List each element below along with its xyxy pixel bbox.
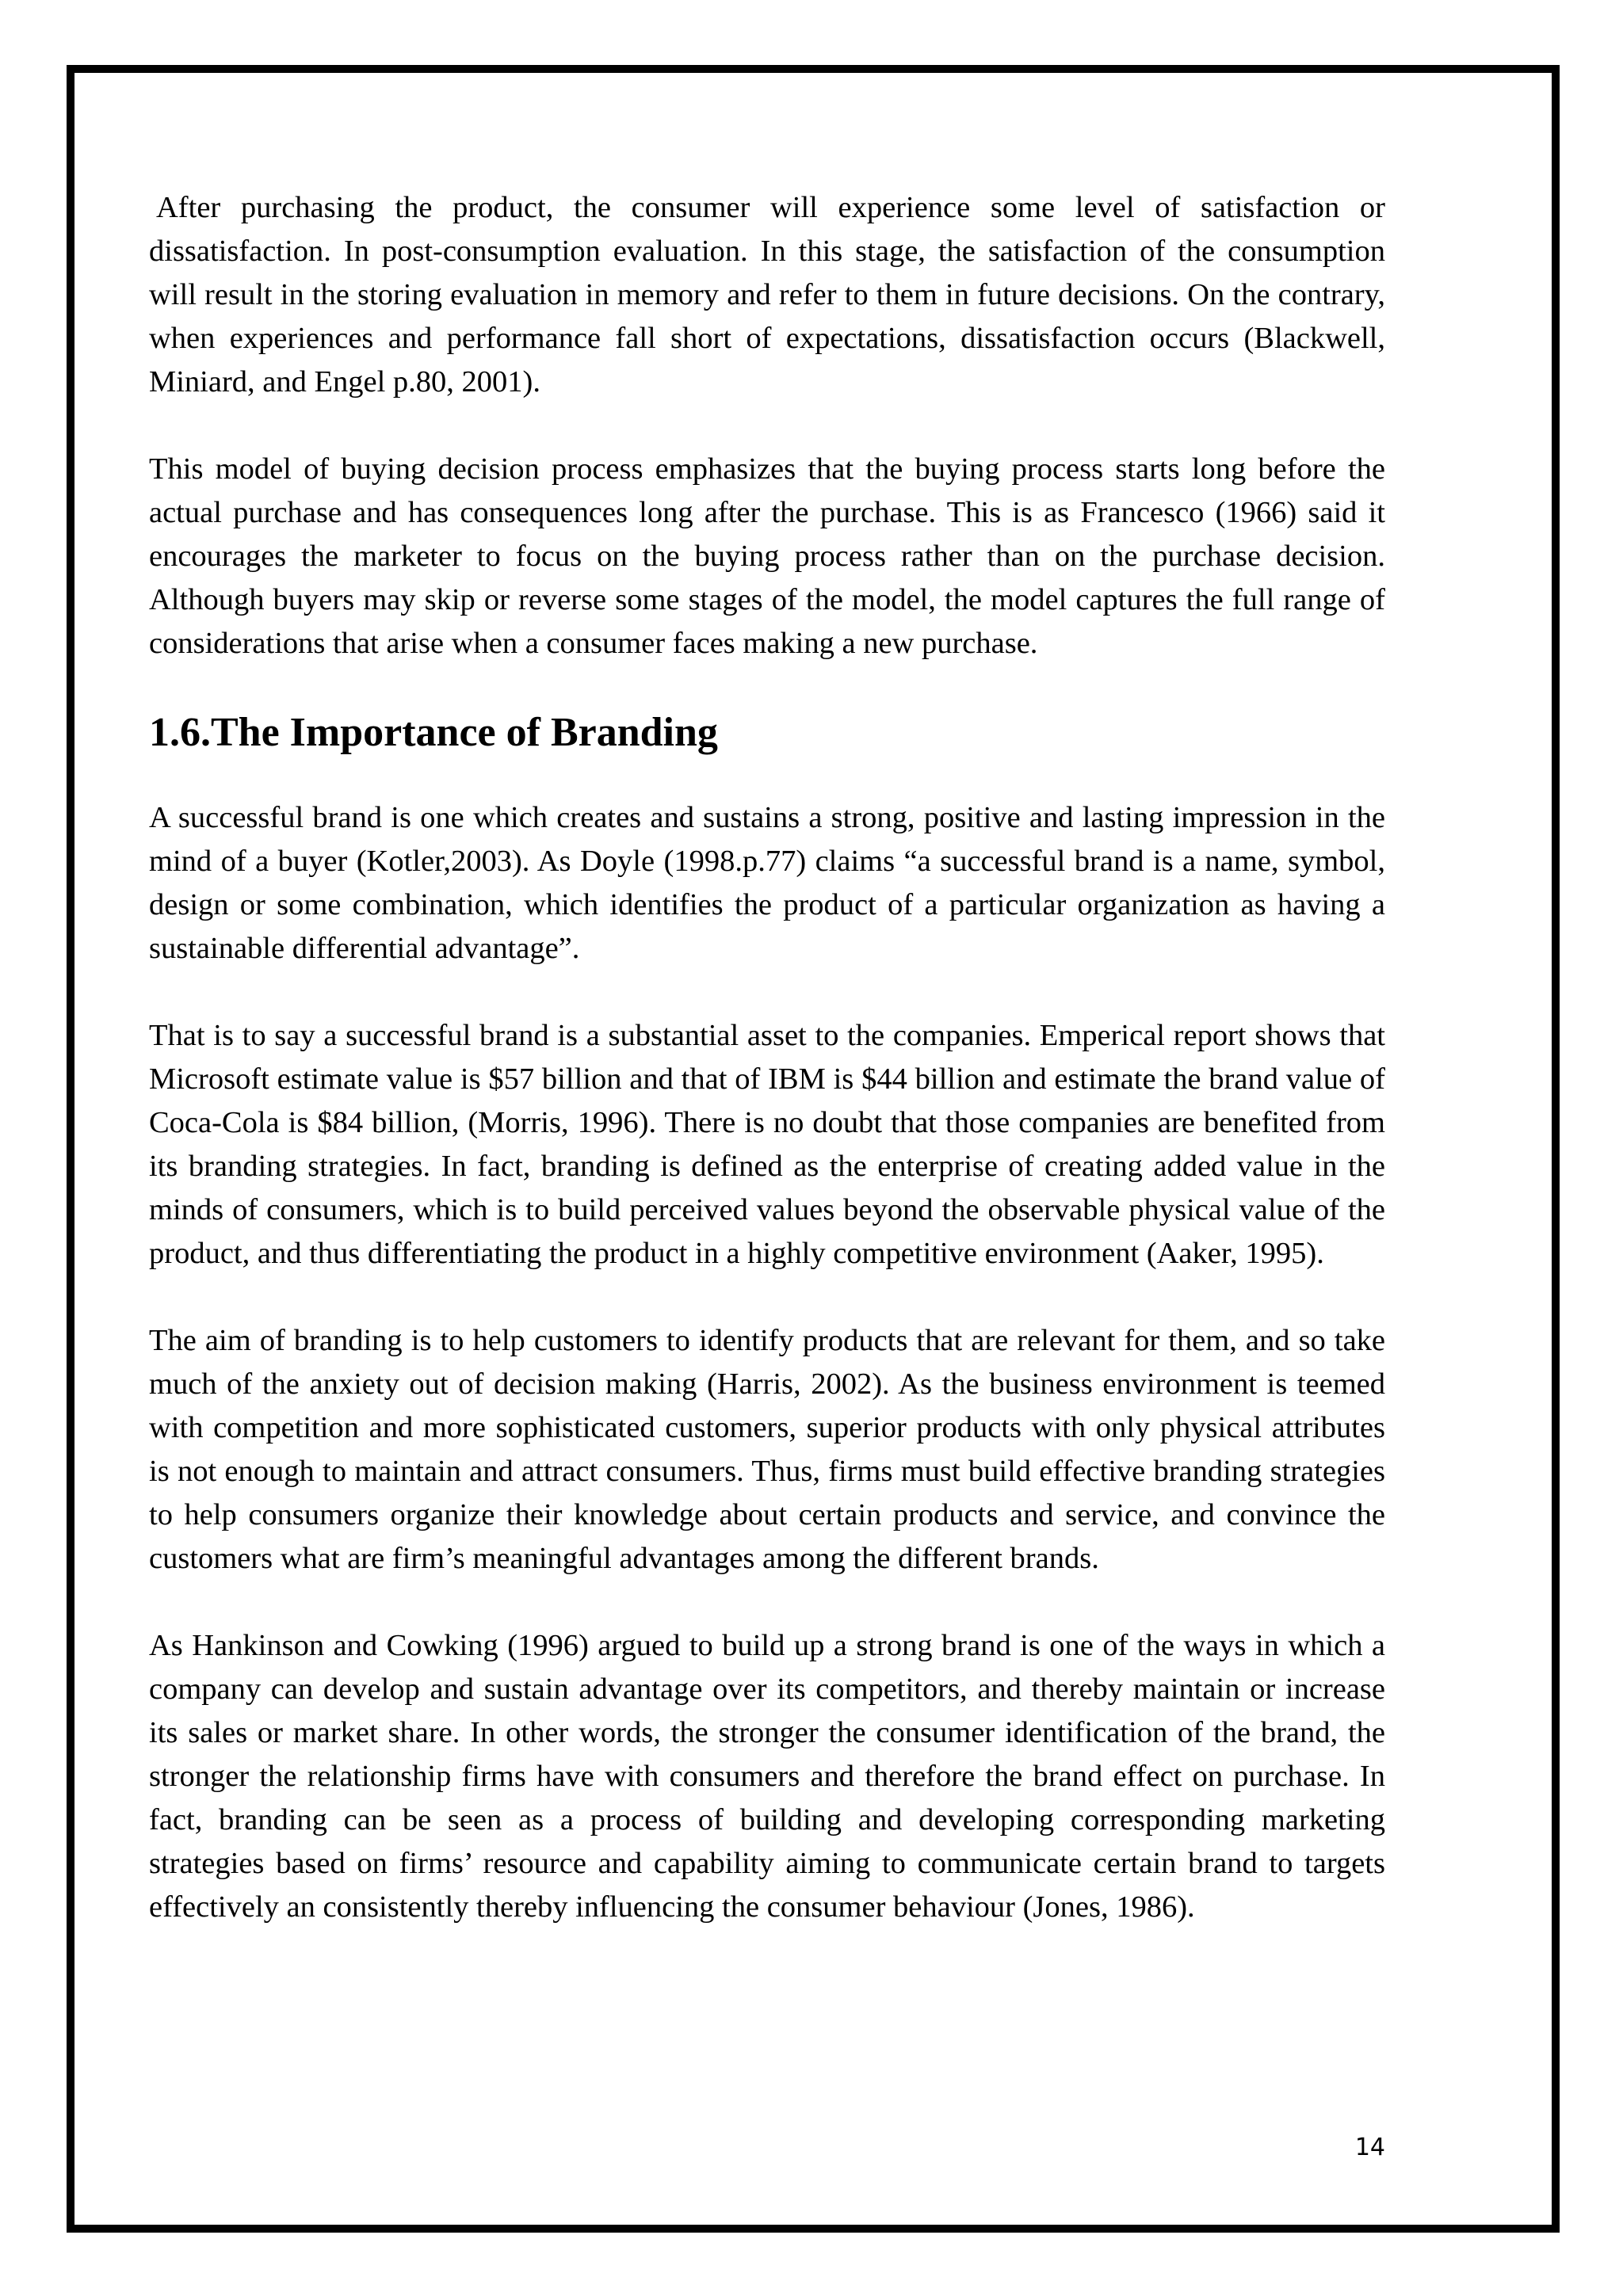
section-heading: 1.6.The Importance of Branding xyxy=(149,710,718,755)
paragraph-successful-brand: A successful brand is one which creates and sustains a strong, positive and lasting impression in the mind of a buyer (Kotler,2003). As Doyle (1998.p.77) claims “a successful brand is a name, symbol, design or some combination, which identifies the product of a particular organization as having a sustainable differential advantage”. xyxy=(149,801,1385,965)
page-number: 14 xyxy=(1354,2134,1385,2161)
paragraph-aim-of-branding: The aim of branding is to help customers to identify products that are relevant for them, and so take much of the anxiety out of decision making (Harris, 2002). As the business environment is teemed with competition and more sophisticated customers, superior products with only physical attributes is not enough to maintain and attract consumers. Thus, firms must build effective branding strategies to help consumers organize their knowledge about certain products and service, and convince the customers what are firm’s meaningful advantages among the different brands. xyxy=(149,1324,1385,1575)
page-content xyxy=(149,186,1385,1929)
paragraph-post-purchase-evaluation: After purchasing the product, the consumer will experience some level of satisfaction or dissatisfaction. In post-consumption evaluation. In this stage, the satisfaction of the consumption will result in the storing evaluation in memory and refer to them in future decisions. On the contrary, when experiences and performance fall short of expectations, dissatisfaction occurs (Blackwell, Miniard, and Engel p.80, 2001). xyxy=(149,191,1385,399)
paragraph-buying-decision-model: This model of buying decision process emphasizes that the buying process starts long before the actual purchase and has consequences long after the purchase. This is as Francesco (1966) said it encourages the marketer to focus on the buying process rather than on the purchase decision. Although buyers may skip or reverse some stages of the model, the model captures the full range of considerations that arise when a consumer faces making a new purchase. xyxy=(149,452,1385,660)
paragraph-strong-brand: As Hankinson and Cowking (1996) argued to build up a strong brand is one of the ways in which a company can develop and sustain advantage over its competitors, and thereby maintain or increase its sales or market share. In other words, the stronger the consumer identification of the brand, the stronger the relationship firms have with consumers and therefore the brand effect on purchase. In fact, branding can be seen as a process of building and developing corresponding marketing strategies based on firms’ resource and capability aiming to communicate certain brand to targets effectively an consistently thereby influencing the consumer behaviour (Jones, 1986). xyxy=(149,1629,1385,1924)
paragraph-brand-asset: That is to say a successful brand is a substantial asset to the companies. Emperical report shows that Microsoft estimate value is $57 billion and that of IBM is $44 billion and estimate the brand value of Coca-Cola is $84 billion, (Morris, 1996). There is no doubt that those companies are benefited from its branding strategies. In fact, branding is defined as the enterprise of creating added value in the minds of consumers, which is to build perceived values beyond the observable physical value of the product, and thus differentiating the product in a highly competitive environment (Aaker, 1995). xyxy=(149,1019,1385,1270)
